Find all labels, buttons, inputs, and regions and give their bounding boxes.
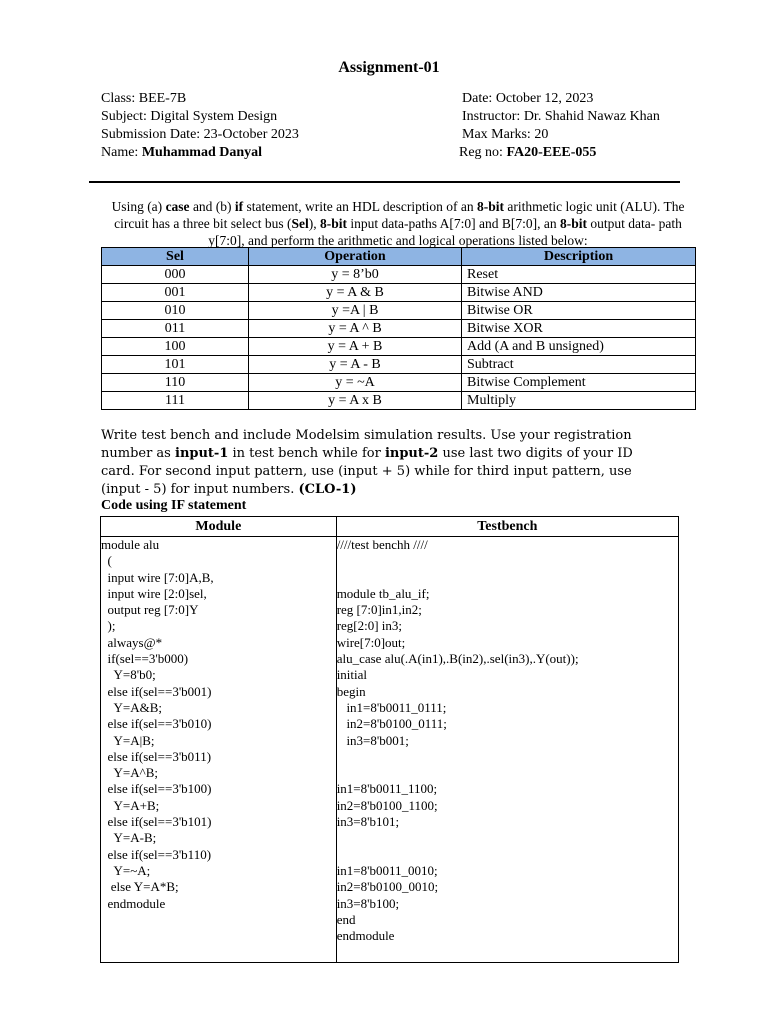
module-code-line: else if(sel==3'b101) bbox=[101, 814, 212, 830]
operations-header-row bbox=[102, 248, 696, 266]
module-code-line: Y=8'b0; bbox=[101, 667, 156, 683]
testbench-code-line bbox=[337, 570, 678, 586]
header-divider bbox=[89, 181, 680, 183]
testbench-code-line: in1=8'b0011_0111; bbox=[336, 699, 447, 715]
testbench-code-line: endmodule bbox=[336, 928, 395, 944]
module-code-line: Y=A&B; bbox=[101, 699, 163, 715]
module-code-line: input wire [2:0]sel, bbox=[101, 585, 207, 601]
subject-line: Subject: Digital System Design bbox=[101, 109, 278, 124]
testbench-code-line bbox=[337, 830, 678, 846]
module-code-line: else if(sel==3'b100) bbox=[101, 781, 212, 797]
table-row: 100 y = A + B Add (A and B unsigned) bbox=[102, 338, 696, 356]
testbench-code-line: in2=8'b0100_0111; bbox=[336, 716, 447, 732]
module-code bbox=[101, 537, 336, 912]
module-code-line: always@* bbox=[101, 634, 163, 650]
testbench-code-line: alu_case alu(.A(in1),.B(in2),.sel(in3),.Y(out)); bbox=[336, 651, 579, 667]
max-marks-line: Max Marks: 20 bbox=[462, 127, 549, 142]
module-code-line: Y=A|B; bbox=[101, 732, 155, 748]
module-code-line: input wire [7:0]A,B, bbox=[101, 569, 214, 585]
testbench-code-line: begin bbox=[336, 683, 366, 699]
table-row: 010 y =A | B Bitwise OR bbox=[102, 302, 696, 320]
testbench-code-line: ////test benchh //// bbox=[336, 537, 428, 552]
column-header-operation: Operation bbox=[249, 248, 462, 266]
testbench-code-line: initial bbox=[336, 667, 368, 683]
testbench-code-line bbox=[337, 847, 678, 863]
testbench-code-line: in3=8'b100; bbox=[336, 895, 400, 911]
module-code-line: else if(sel==3'b010) bbox=[101, 716, 212, 732]
module-code-line: else if(sel==3'b011) bbox=[101, 748, 212, 764]
module-code-line: ( bbox=[101, 553, 112, 569]
module-code-line: Y=A+B; bbox=[101, 797, 160, 813]
testbench-code-line: end bbox=[336, 911, 356, 927]
module-code-line: ); bbox=[101, 618, 116, 634]
code-row bbox=[101, 537, 679, 963]
date-line: Date: October 12, 2023 bbox=[462, 91, 594, 106]
testbench-code-line: in2=8'b0100_0010; bbox=[336, 879, 439, 895]
testbench-code-line bbox=[337, 749, 678, 765]
class-line: Class: BEE-7B bbox=[101, 91, 187, 106]
module-code-line: if(sel==3'b000) bbox=[101, 651, 189, 667]
name-line bbox=[101, 144, 299, 162]
module-code-line: else Y=A*B; bbox=[101, 879, 179, 895]
reg-label: Reg no: bbox=[459, 145, 507, 160]
student-name: Muhammad Danyal bbox=[141, 145, 263, 160]
testbench-code bbox=[337, 537, 678, 944]
column-header-description: Description bbox=[462, 248, 696, 266]
name-label: Name: bbox=[101, 145, 142, 160]
testbench-code-line bbox=[337, 553, 678, 569]
module-code-line: endmodule bbox=[101, 895, 166, 911]
testbench-code-line: in2=8'b0100_1100; bbox=[336, 797, 438, 813]
table-row: 110 y = ~A Bitwise Complement bbox=[102, 374, 696, 392]
table-row: 000 y = 8’b0 Reset bbox=[102, 266, 696, 284]
testbench-code-line: in1=8'b0011_1100; bbox=[336, 781, 438, 797]
problem-statement: Using (a) case and (b) if statement, write an HDL description of an 8-bit arithmetic logic unit (ALU). The circuit has a three bit select bus (Sel), 8-bit input data-paths A[7:0] and B[7:0], an 8-bit output data- path y[7:0], and perform the arithmetic and logical operations listed below: bbox=[111, 199, 685, 248]
module-code-line: else if(sel==3'b001) bbox=[101, 683, 212, 699]
document-title: Assignment-01 bbox=[338, 59, 440, 76]
testbench-code-line: wire[7:0]out; bbox=[336, 634, 406, 650]
module-code-line: Y=A-B; bbox=[101, 830, 157, 846]
module-code-line: Y=A^B; bbox=[101, 765, 159, 781]
module-code-line: output reg [7:0]Y bbox=[101, 602, 199, 618]
header-left-block bbox=[101, 90, 299, 162]
table-row: 001 y = A & B Bitwise AND bbox=[102, 284, 696, 302]
column-header-testbench: Testbench bbox=[336, 517, 678, 537]
testbench-code-line: in1=8'b0011_0010; bbox=[336, 862, 438, 878]
testbench-code-line bbox=[337, 765, 678, 781]
module-code-cell bbox=[101, 537, 337, 963]
module-code-line: else if(sel==3'b110) bbox=[101, 846, 212, 862]
table-row: 101 y = A - B Subtract bbox=[102, 356, 696, 374]
testbench-code-line: in3=8'b001; bbox=[336, 732, 409, 748]
instructor-line: Instructor: Dr. Shahid Nawaz Khan bbox=[462, 109, 660, 124]
table-row: 111 y = A x B Multiply bbox=[102, 392, 696, 410]
code-heading: Code using IF statement bbox=[101, 498, 247, 513]
header-right-block bbox=[459, 90, 660, 162]
code-header-row bbox=[101, 517, 679, 537]
testbench-code-line: module tb_alu_if; bbox=[336, 585, 430, 601]
operations-table bbox=[101, 247, 696, 410]
table-row: 011 y = A ^ B Bitwise XOR bbox=[102, 320, 696, 338]
column-header-sel: Sel bbox=[102, 248, 249, 266]
reg-number: FA20-EEE-055 bbox=[506, 145, 597, 160]
testbench-code-line: reg [7:0]in1,in2; bbox=[336, 602, 422, 618]
module-code-line: module alu bbox=[101, 537, 160, 552]
submission-date-line: Submission Date: 23-October 2023 bbox=[101, 127, 299, 142]
code-table bbox=[100, 516, 679, 963]
column-header-module: Module bbox=[101, 517, 337, 537]
testbench-code-line: reg[2:0] in3; bbox=[336, 618, 403, 634]
testbench-code-cell bbox=[336, 537, 678, 963]
module-code-line: Y=~A; bbox=[101, 862, 151, 878]
task-instructions: Write test bench and include Modelsim simulation results. Use your registration number as input-1 in test bench while for input-2 use last two digits of your ID card. For second input pattern, use (input + 5) while for third input pattern, use (input - 5) for input numbers. (CLO-1) bbox=[101, 428, 633, 497]
reg-line bbox=[459, 144, 660, 162]
testbench-code-line: in3=8'b101; bbox=[336, 814, 400, 830]
